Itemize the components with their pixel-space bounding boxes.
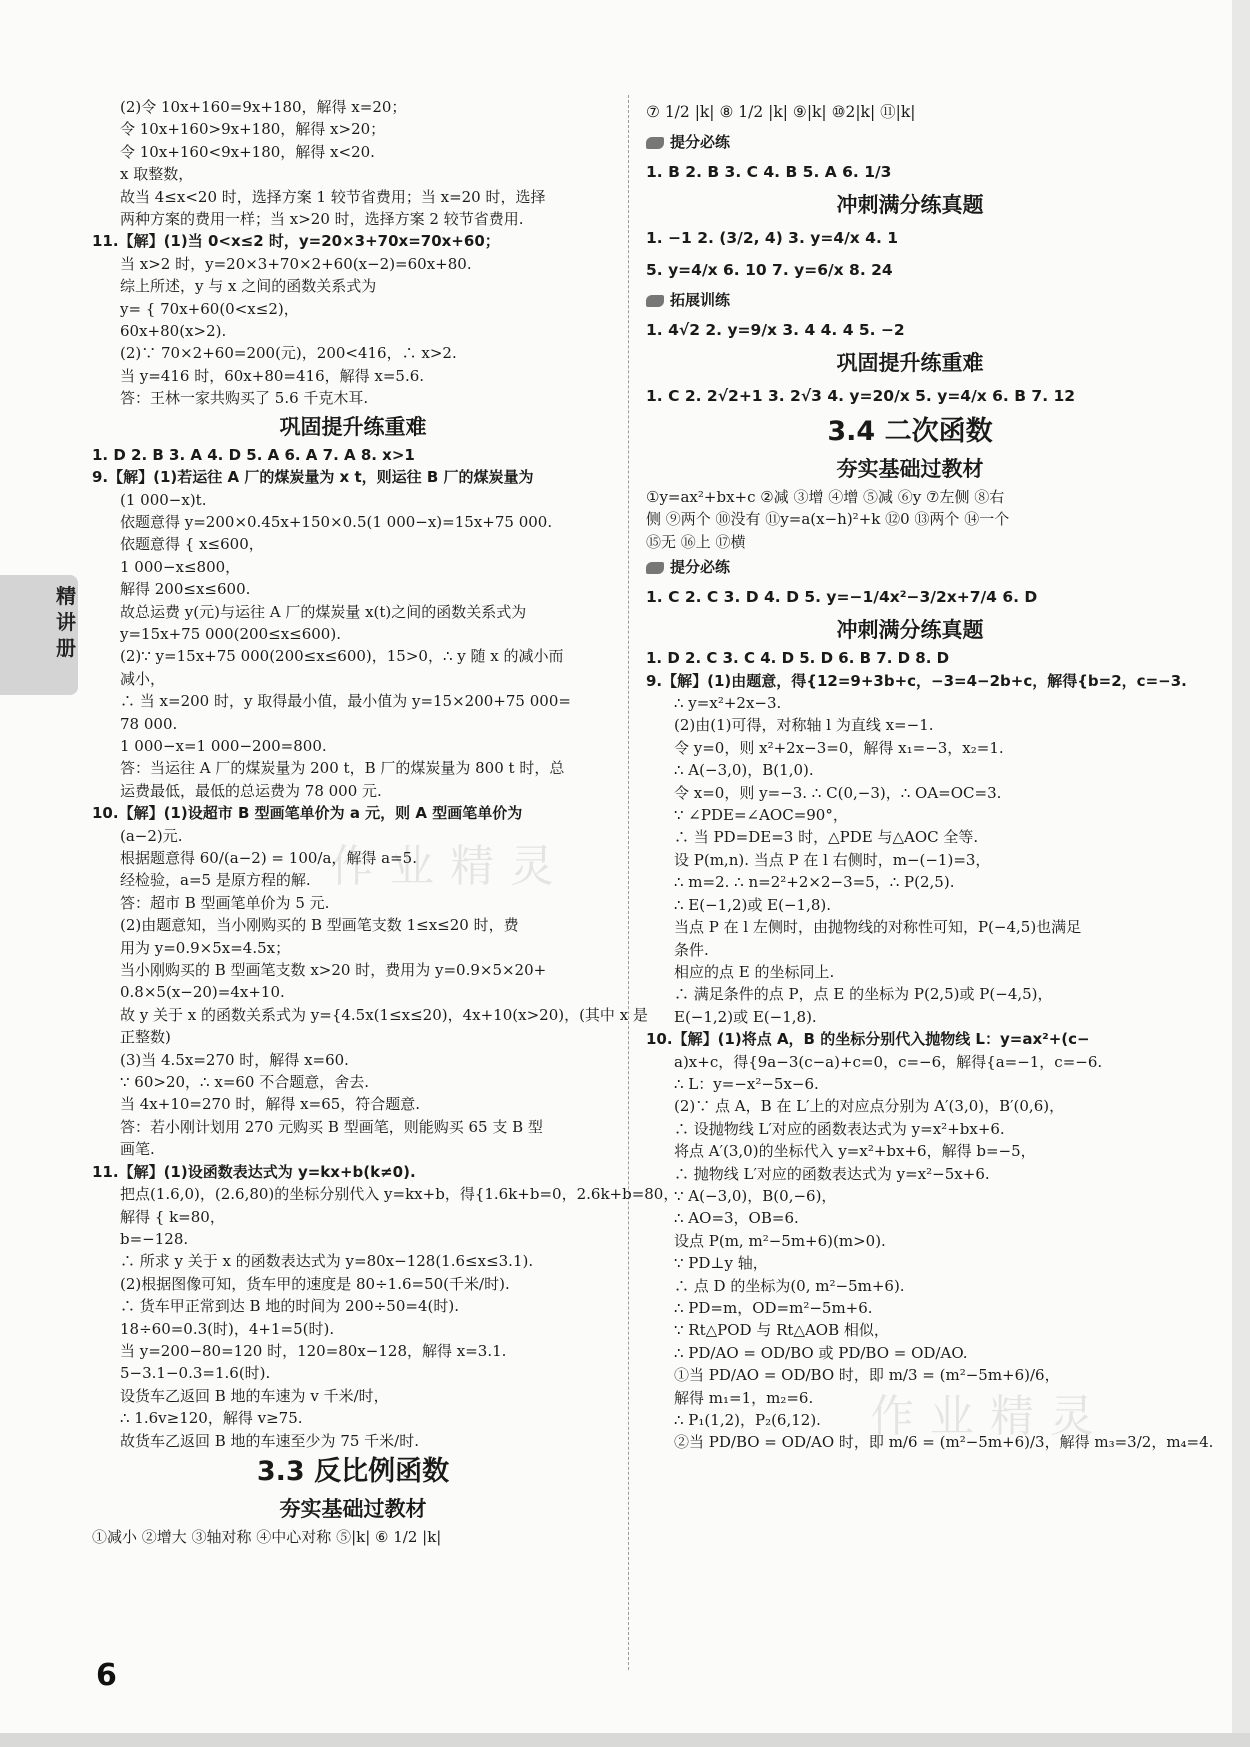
text-line: ∴ A(−3,0)，B(1,0). (674, 761, 814, 780)
answer-row: 1. B 2. B 3. C 4. B 5. A 6. 1/3 (646, 163, 892, 181)
text-line: (3)当 4.5x=270 时，解得 x=60. (120, 1050, 349, 1069)
text-line: ∵ PD⊥y 轴， (674, 1254, 768, 1273)
page-number: 6 (96, 1658, 117, 1693)
answer-row: 1. C 2. 2√2+1 3. 2√3 4. y=20/x 5. y=4/x 6. B 7. 12 (646, 387, 1076, 405)
text-line: 令 10x+160<9x+180，解得 x<20. (120, 142, 375, 161)
text-line: (2)根据图像可知，货车甲的速度是 80÷1.6=50(千米/时). (120, 1274, 510, 1293)
column-divider (628, 95, 629, 1670)
text-line: 侧 ⑨两个 ⑩没有 ⑪y=a(x−h)²+k ⑫0 ⑬两个 ⑭一个 (646, 510, 1010, 529)
section-heading: 夯实基础过教材 (279, 1496, 427, 1521)
scan-edge-bottom (0, 1733, 1250, 1747)
text-line: y=15x+75 000(200≤x≤600). (120, 624, 341, 643)
section-heading: 夯实基础过教材 (836, 457, 984, 481)
subheading-label: 拓展训练 (670, 291, 731, 309)
text-line: E(−1,2)或 E(−1,8). (674, 1007, 817, 1026)
text-line: 用为 y=0.9×5x=4.5x； (120, 938, 291, 957)
text-line: 故货车乙返回 B 地的车速至少为 75 千米/时. (120, 1431, 420, 1450)
text-line: ∴ E(−1,2)或 E(−1,8). (674, 895, 832, 914)
subheading (646, 286, 1174, 314)
text-line: ∴ 设抛物线 L′对应的函数表达式为 y=x²+bx+6. (674, 1119, 1005, 1138)
text-line: ∴ 所求 y 关于 x 的函数表达式为 y=80x−128(1.6≤x≤3.1). (120, 1252, 534, 1271)
text-line: (2)由题意知，当小刚购买的 B 型画笔支数 1≤x≤20 时，费 (120, 916, 519, 935)
text-line: ①当 PD/AO = OD/BO 时，即 m/3 = (m²−5m+6)/6， (674, 1366, 1060, 1385)
text-line: 运费最低，最低的总运费为 78 000 元. (120, 781, 382, 800)
text-line: 60x+80(x>2). (120, 322, 227, 341)
text-line: (1 000−x)t. (120, 490, 207, 509)
text-line: 令 10x+160>9x+180，解得 x>20； (120, 120, 386, 139)
section-heading: 冲刺满分练真题 (836, 193, 984, 217)
text-line: ∴ P₁(1,2)，P₂(6,12). (674, 1411, 821, 1430)
right-column (646, 96, 1214, 1454)
question-9: 9.【解】(1)若运往 A 厂的煤炭量为 x t，则运往 B 厂的煤炭量为 (92, 468, 534, 487)
text-line: 答：当运往 A 厂的煤炭量为 200 t，B 厂的煤炭量为 800 t 时，总 (120, 759, 565, 778)
question-10: 10.【解】(1)设超市 B 型画笔单价为 a 元，则 A 型画笔单价为 (92, 804, 523, 823)
text-line: ∴ 1.6v≥120，解得 v≥75. (120, 1409, 303, 1428)
text-line: 减小， (120, 669, 166, 688)
text-line: 故 y 关于 x 的函数关系式为 y={4.5x(1≤x≤20)，4x+10(x>20)，(其中 x 是 (120, 1005, 648, 1024)
question-9: 9.【解】(1)由题意，得{12=9+3b+c，−3=4−2b+c，解得{b=2，c=−3. (646, 671, 1187, 690)
pencil-icon (646, 295, 664, 307)
text-line: 解得 m₁=1，m₂=6. (674, 1388, 814, 1407)
watermark-2: 作业精灵 (870, 1391, 1110, 1442)
text-line: ∴ PD=m，OD=m²−5m+6. (674, 1299, 873, 1317)
text-line: ①y=ax²+bx+c ②减 ③增 ④增 ⑤减 ⑥y ⑦左侧 ⑧右 (646, 488, 1005, 506)
answer-row: 1. D 2. C 3. C 4. D 5. D 6. B 7. D 8. D (646, 649, 950, 668)
text-line: 依题意得 { x≤600， (120, 535, 264, 554)
text-line: 设货车乙返回 B 地的车速为 v 千米/时， (120, 1386, 389, 1405)
text-line: 依题意得 y=200×0.45x+150×0.5(1 000−x)=15x+75 000. (120, 512, 553, 531)
text-line: (2)∵ 点 A，B 在 L′上的对应点分别为 A′(3,0)，B′(0,6)， (674, 1097, 1065, 1116)
side-tab (0, 575, 78, 695)
section-heading: 巩固提升练重难 (836, 351, 984, 375)
text-line: (a−2)元. (120, 826, 183, 845)
text-line: ①减小 ②增大 ③轴对称 ④中心对称 ⑤|k| ⑥ 1/2 |k| (92, 1527, 442, 1546)
watermark: 作业精灵 (330, 841, 570, 892)
text-line: ∴ L：y=−x²−5x−6. (674, 1074, 819, 1093)
answer-row: 1. −1 2. (3/2, 4) 3. y=4/x 4. 1 (646, 229, 899, 247)
text-line: ∴ PD/AO = OD/BO 或 PD/BO = OD/AO. (674, 1343, 968, 1362)
text-line: ∴ AO=3，OB=6. (674, 1209, 799, 1228)
text-line: 答：若小刚计划用 270 元购买 B 型画笔，则能购买 65 支 B 型 (120, 1117, 543, 1136)
scan-edge-right (1232, 0, 1250, 1747)
text-line: ∴ 当 PD=DE=3 时，△PDE 与△AOC 全等. (674, 828, 979, 847)
text-line: 当点 P 在 l 左侧时，由抛物线的对称性可知，P(−4,5)也满足 (674, 918, 1082, 937)
answer-row: 1. C 2. C 3. D 4. D 5. y=−1/4x²−3/2x+7/4 6. D (646, 588, 1038, 607)
text-line: 令 y=0，则 x²+2x−3=0，解得 x₁=−3，x₂=1. (674, 738, 1004, 757)
text-line: 将点 A′(3,0)的坐标代入 y=x²+bx+6，解得 b=−5， (674, 1142, 1036, 1161)
text-line: 18÷60=0.3(时)，4+1=5(时). (120, 1319, 335, 1338)
text-line: 当 y=416 时，60x+80=416，解得 x=5.6. (120, 366, 425, 385)
text-line: (2)令 10x+160=9x+180，解得 x=20； (120, 98, 407, 116)
text-line: ∴ m=2. ∴ n=2²+2×2−3=5，∴ P(2,5). (674, 873, 955, 892)
text-line: 设点 P(m, m²−5m+6)(m>0). (674, 1231, 886, 1250)
text-line: 相应的点 E 的坐标同上. (674, 962, 835, 981)
question-11: 11.【解】(1)当 0<x≤2 时，y=20×3+70x=70x+60； (92, 232, 500, 251)
text-line: 当 4x+10=270 时，解得 x=65，符合题意. (120, 1095, 421, 1114)
answer-row: 5. y=4/x 6. 10 7. y=6/x 8. 24 (646, 261, 893, 279)
text-line: 综上所述，y 与 x 之间的函数关系式为 (120, 277, 377, 296)
text-line: 答：王林一家共购买了 5.6 千克木耳. (120, 389, 369, 408)
text-line: ∴ 当 x=200 时，y 取得最小值，最小值为 y=15×200+75 000= (120, 692, 571, 711)
section-title-3-4: 3.4 二次函数 (827, 416, 993, 447)
question-11b: 11.【解】(1)设函数表达式为 y=kx+b(k≠0). (92, 1162, 416, 1181)
text-line: 根据题意得 60/(a−2) = 100/a，解得 a=5. (120, 849, 417, 867)
text-line: 经检验，a=5 是原方程的解. (120, 871, 311, 890)
text-line: y= { 70x+60(0<x≤2)， (120, 299, 299, 318)
text-line: x 取整数， (120, 165, 194, 184)
text-line: ⑮无 ⑯上 ⑰横 (646, 532, 746, 551)
text-line: ∴ 抛物线 L′对应的函数表达式为 y=x²−5x+6. (674, 1164, 990, 1183)
text-line: ∴ 货车甲正常到达 B 地的时间为 200÷50=4(时). (120, 1297, 459, 1316)
section-heading: 巩固提升练重难 (279, 414, 427, 439)
text-line: 两种方案的费用一样；当 x>20 时，选择方案 2 较节省费用. (120, 210, 524, 229)
text-line: (2)∵ 70×2+60=200(元)，200<416，∴ x>2. (120, 344, 457, 363)
text-line: 设 P(m,n). 当点 P 在 l 右侧时，m−(−1)=3， (674, 850, 991, 869)
subheading-label: 提分必练 (670, 133, 731, 151)
text-line: 答：超市 B 型画笔单价为 5 元. (120, 893, 330, 912)
text-line: 解得 200≤x≤600. (120, 580, 251, 599)
text-line: 0.8×5(x−20)=4x+10. (120, 983, 285, 1002)
question-10: 10.【解】(1)将点 A，B 的坐标分别代入抛物线 L：y=ax²+(c− (646, 1030, 1090, 1049)
answer-row: ⑦ 1/2 |k| ⑧ 1/2 |k| ⑨|k| ⑩2|k| ⑪|k| (646, 103, 916, 121)
text-line: ∴ y=x²+2x−3. (674, 694, 782, 713)
left-column (92, 96, 679, 1548)
text-line: ∴ 点 D 的坐标为(0, m²−5m+6). (674, 1276, 905, 1295)
section-heading: 冲刺满分练真题 (836, 618, 984, 643)
text-line: ∵ ∠PDE=∠AOC=90°， (674, 806, 848, 825)
text-line: 当小刚购买的 B 型画笔支数 x>20 时，费用为 y=0.9×5×20+ (120, 961, 547, 980)
text-line: 把点(1.6,0)，(2.6,80)的坐标分别代入 y=kx+b，得{1.6k+b=0，2.6k+b=80， (120, 1185, 679, 1204)
text-line: 条件. (674, 940, 709, 959)
text-line: 故当 4≤x<20 时，选择方案 1 较节省费用；当 x=20 时，选择 (120, 187, 546, 206)
subheading-label: 提分必练 (670, 558, 731, 577)
text-line: 正整数) (120, 1028, 171, 1047)
text-line: ②当 PD/BO = OD/AO 时，即 m/6 = (m²−5m+6)/3，解得 m₃=3/2，m₄=4. (674, 1433, 1214, 1452)
text-line: 1 000−x=1 000−200=800. (120, 736, 327, 755)
text-line: 故总运费 y(元)与运往 A 厂的煤炭量 x(t)之间的函数关系式为 (120, 602, 527, 621)
text-line: (2)由(1)可得，对称轴 l 为直线 x=−1. (674, 716, 934, 735)
answer-row: 1. D 2. B 3. A 4. D 5. A 6. A 7. A 8. x>1 (92, 445, 415, 464)
text-line: 5−3.1−0.3=1.6(时). (120, 1364, 271, 1383)
pencil-icon (646, 137, 664, 149)
side-tab-label: 精讲册 (56, 584, 76, 660)
text-line: b=−128. (120, 1229, 189, 1248)
section-title-3-3: 3.3 反比例函数 (256, 1455, 450, 1487)
pencil-icon (646, 562, 664, 574)
text-line: 当 x>2 时，y=20×3+70×2+60(x−2)=60x+80. (120, 254, 472, 273)
text-line: ∵ 60>20，∴ x=60 不合题意，舍去. (120, 1073, 370, 1092)
answer-row: 1. 4√2 2. y=9/x 3. 4 4. 4 5. −2 (646, 321, 905, 339)
subheading (646, 128, 1174, 156)
subheading (646, 553, 1174, 581)
text-line: 1 000−x≤800， (120, 557, 241, 576)
text-line: 当 y=200−80=120 时，120=80x−128，解得 x=3.1. (120, 1341, 507, 1360)
text-line: 78 000. (120, 714, 178, 733)
text-line: 令 x=0，则 y=−3. ∴ C(0,−3)，∴ OA=OC=3. (674, 783, 1002, 802)
text-line: ∵ A(−3,0)，B(0,−6)， (674, 1186, 837, 1205)
text-line: ∴ 满足条件的点 P，点 E 的坐标为 P(2,5)或 P(−4,5)， (674, 985, 1053, 1004)
text-line: 解得 { k=80， (120, 1207, 225, 1226)
text-line: (2)∵ y=15x+75 000(200≤x≤600)，15>0，∴ y 随 x 的减小而 (120, 647, 564, 666)
text-line: a)x+c，得{9a−3(c−a)+c=0，c=−6，解得{a=−1，c=−6. (674, 1052, 1103, 1071)
text-line: ∵ Rt△POD 与 Rt△AOB 相似， (674, 1321, 889, 1340)
text-line: 画笔. (120, 1140, 155, 1159)
